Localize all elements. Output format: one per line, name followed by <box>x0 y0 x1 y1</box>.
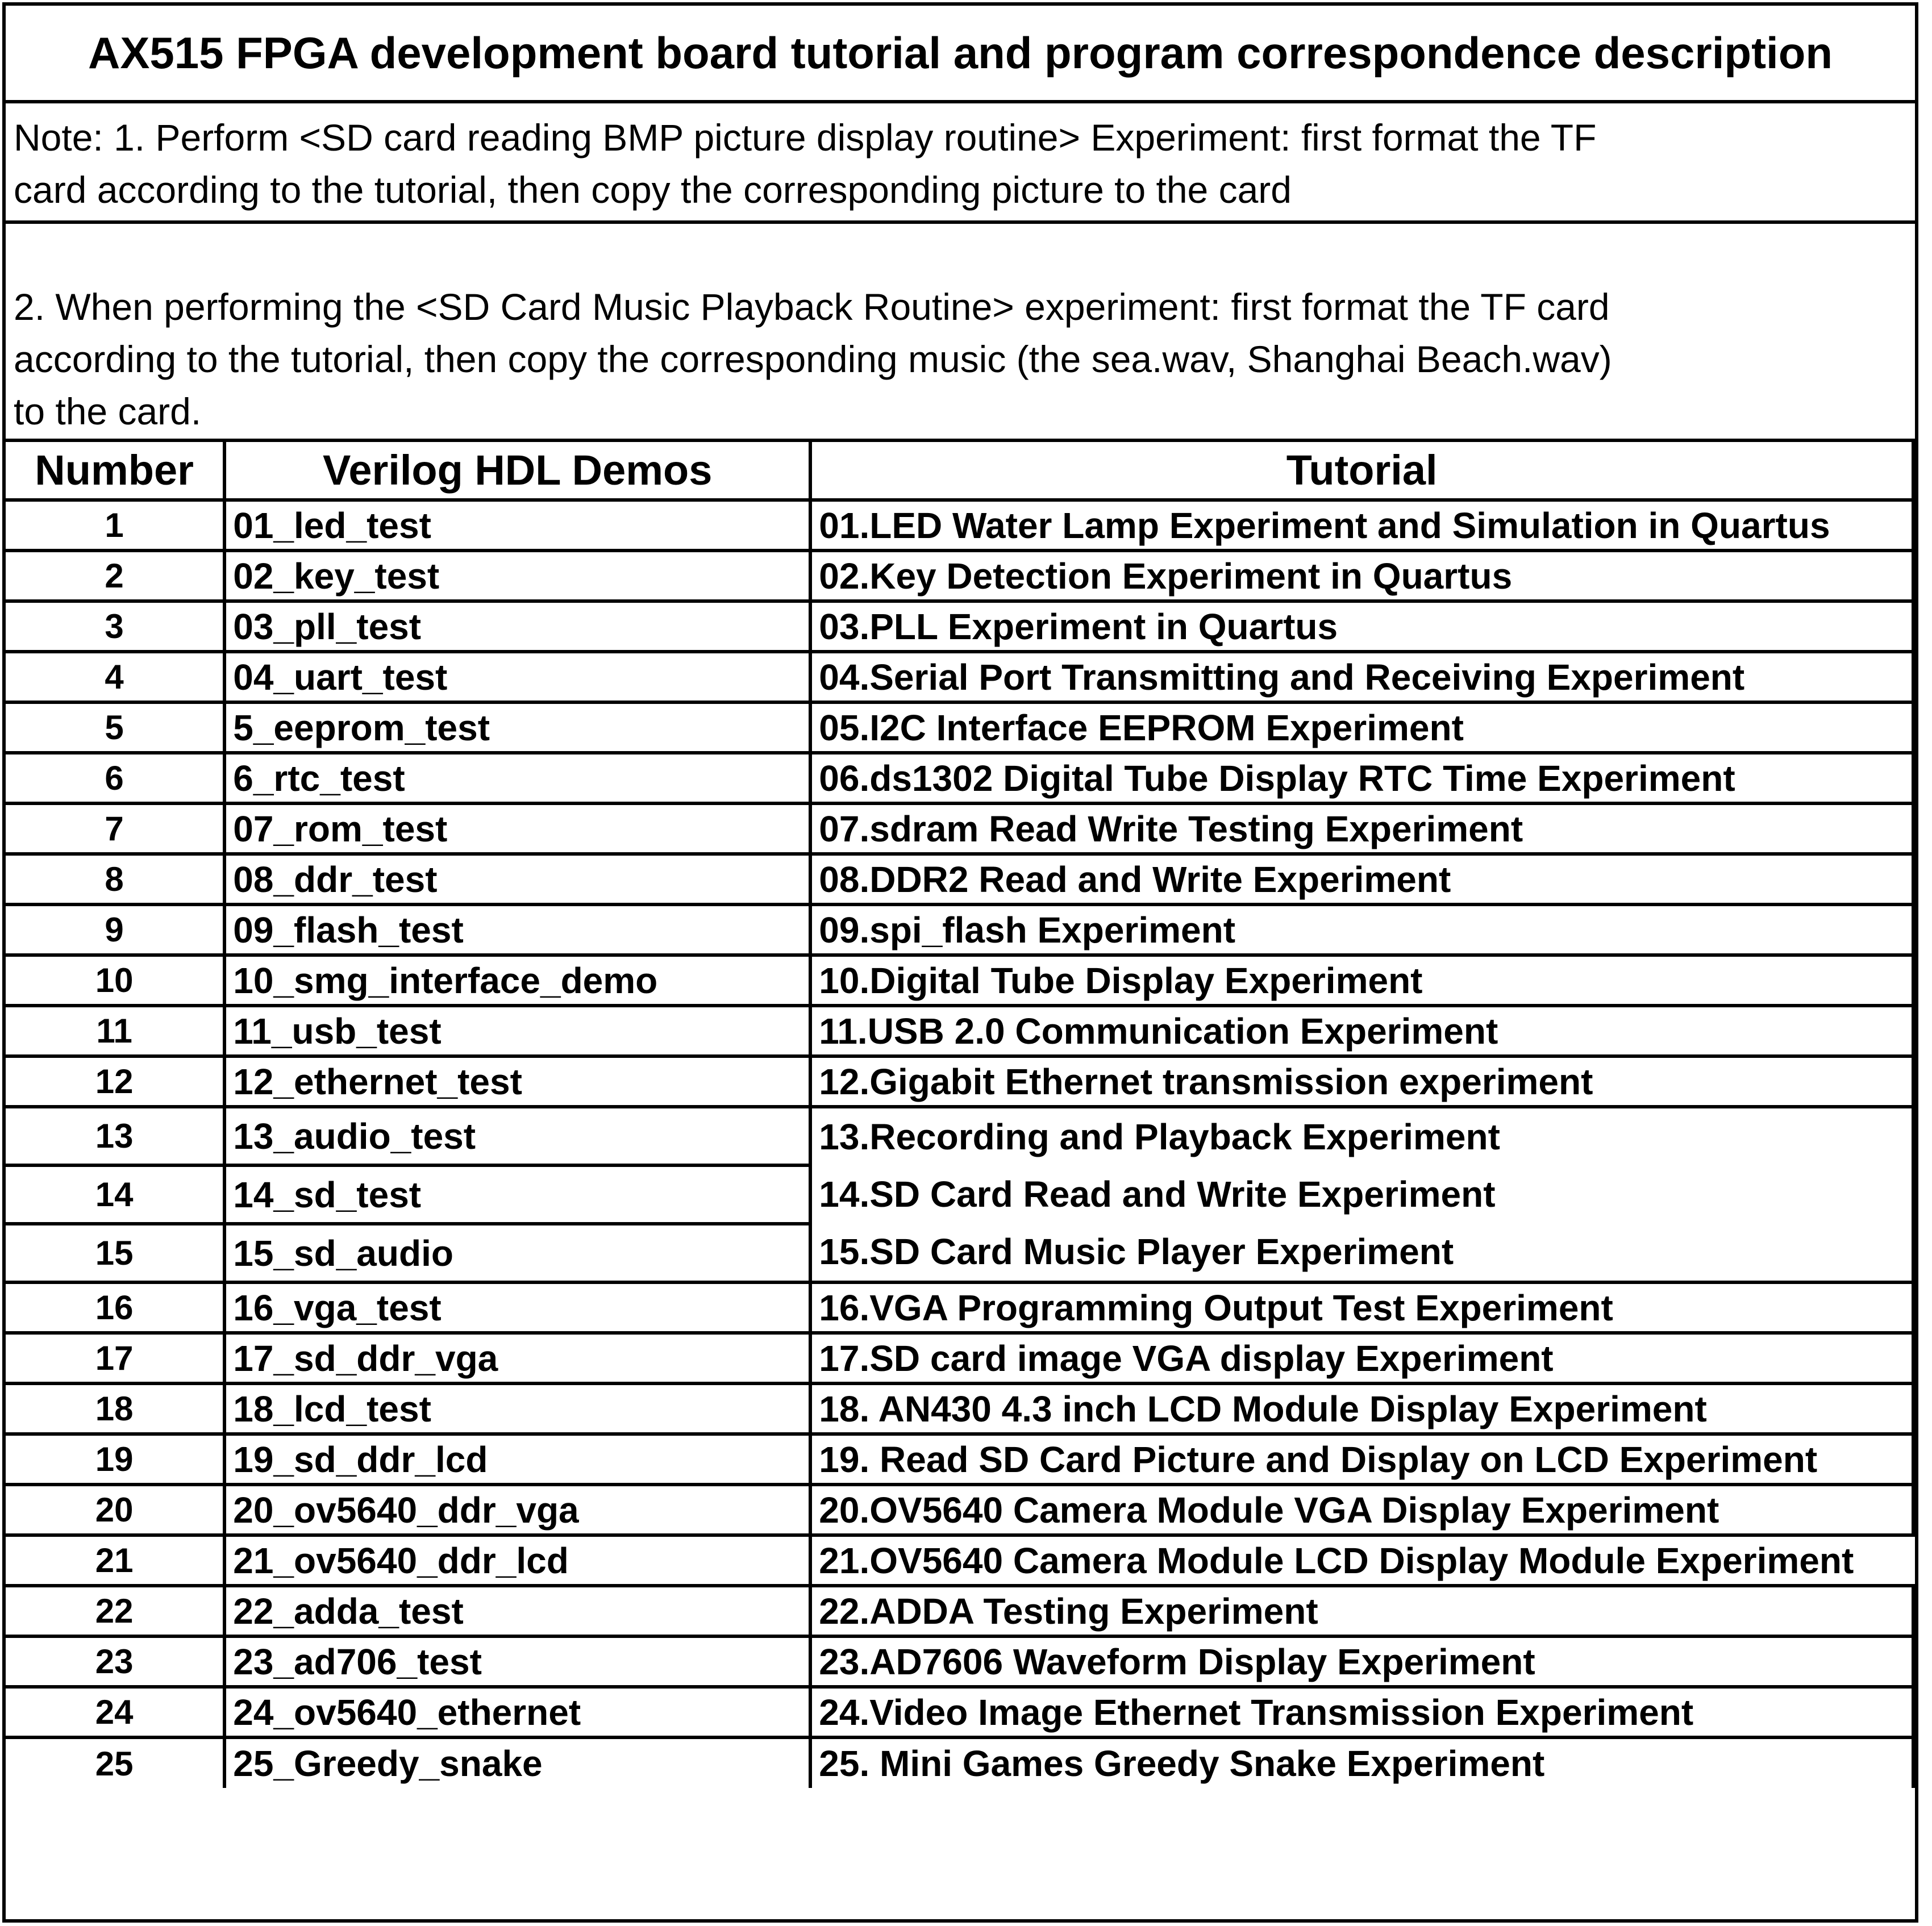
table-row <box>6 1006 1913 1056</box>
row-demo: 01_led_test <box>224 500 810 551</box>
row-number: 18 <box>6 1383 224 1434</box>
row-number: 21 <box>6 1535 224 1586</box>
row-tutorial: 09.spi_flash Experiment <box>810 904 1913 955</box>
row-number: 25 <box>6 1737 224 1788</box>
row-demo: 19_sd_ddr_lcd <box>224 1434 810 1485</box>
row-number: 5 <box>6 702 224 753</box>
row-demo: 20_ov5640_ddr_vga <box>224 1485 810 1535</box>
row-demo: 12_ethernet_test <box>224 1056 810 1107</box>
header-tutorial: Tutorial <box>810 442 1913 500</box>
note-1-line-2: card according to the tutorial, then copy the corresponding picture to the card <box>14 169 1292 211</box>
row-number: 4 <box>6 652 224 702</box>
row-tutorial: 15.SD Card Music Player Experiment <box>819 1231 1454 1272</box>
row-tutorial: 03.PLL Experiment in Quartus <box>810 601 1913 652</box>
row-tutorial: 25. Mini Games Greedy Snake Experiment <box>810 1737 1913 1788</box>
row-tutorial: 04.Serial Port Transmitting and Receiving Experiment <box>810 652 1913 702</box>
row-tutorial-merged <box>810 1107 1913 1282</box>
row-tutorial: 20.OV5640 Camera Module VGA Display Experiment <box>810 1485 1913 1535</box>
row-number: 11 <box>6 1006 224 1056</box>
row-tutorial: 06.ds1302 Digital Tube Display RTC Time Experiment <box>810 753 1913 803</box>
row-demo: 15_sd_audio <box>224 1224 810 1282</box>
row-demo: 23_ad706_test <box>224 1636 810 1687</box>
document-title: AX515 FPGA development board tutorial and program correspondence description <box>6 6 1915 103</box>
row-tutorial: 13.Recording and Playback Experiment <box>819 1116 1500 1157</box>
table-row <box>6 652 1913 702</box>
table-row <box>6 551 1913 601</box>
note-2-line-1: 2. When performing the <SD Card Music Playback Routine> experiment: first format the TF card <box>14 286 1610 328</box>
row-demo: 02_key_test <box>224 551 810 601</box>
row-number: 14 <box>6 1165 224 1224</box>
table-header-row <box>6 442 1913 500</box>
table-row <box>6 1282 1913 1333</box>
table-row <box>6 955 1913 1006</box>
row-number: 20 <box>6 1485 224 1535</box>
table-row <box>6 1434 1913 1485</box>
row-demo: 09_flash_test <box>224 904 810 955</box>
row-tutorial: 05.I2C Interface EEPROM Experiment <box>810 702 1913 753</box>
row-demo: 24_ov5640_ethernet <box>224 1687 810 1737</box>
table-row <box>6 854 1913 904</box>
table-row <box>6 1056 1913 1107</box>
row-number: 12 <box>6 1056 224 1107</box>
row-tutorial: 17.SD card image VGA display Experiment <box>810 1333 1913 1383</box>
note-2-line-3: to the card. <box>14 390 202 432</box>
row-demo: 14_sd_test <box>224 1165 810 1224</box>
row-number: 13 <box>6 1107 224 1165</box>
table-row <box>6 1485 1913 1535</box>
row-number: 15 <box>6 1224 224 1282</box>
row-demo: 04_uart_test <box>224 652 810 702</box>
table-row <box>6 601 1913 652</box>
row-demo: 13_audio_test <box>224 1107 810 1165</box>
tutorial-table <box>6 442 1915 1788</box>
row-tutorial: 12.Gigabit Ethernet transmission experiment <box>810 1056 1913 1107</box>
table-row <box>6 1737 1913 1788</box>
row-demo: 03_pll_test <box>224 601 810 652</box>
row-number: 6 <box>6 753 224 803</box>
note-1-line-1: Note: 1. Perform <SD card reading BMP picture display routine> Experiment: first format the TF <box>14 116 1597 159</box>
row-number: 1 <box>6 500 224 551</box>
note-2-line-2: according to the tutorial, then copy the corresponding music (the sea.wav, Shanghai Beach.wav) <box>14 338 1612 380</box>
header-demos: Verilog HDL Demos <box>224 442 810 500</box>
row-number: 7 <box>6 803 224 854</box>
table-row <box>6 1687 1913 1737</box>
row-number: 24 <box>6 1687 224 1737</box>
table-row <box>6 753 1913 803</box>
row-number: 17 <box>6 1333 224 1383</box>
table-row <box>6 1383 1913 1434</box>
row-number: 8 <box>6 854 224 904</box>
row-tutorial: 19. Read SD Card Picture and Display on LCD Experiment <box>810 1434 1913 1485</box>
row-demo: 5_eeprom_test <box>224 702 810 753</box>
table-row <box>6 1636 1913 1687</box>
table-row <box>6 1107 1913 1165</box>
row-demo: 16_vga_test <box>224 1282 810 1333</box>
row-tutorial: 23.AD7606 Waveform Display Experiment <box>810 1636 1913 1687</box>
table-row <box>6 702 1913 753</box>
table-row <box>6 1586 1913 1636</box>
row-tutorial: 01.LED Water Lamp Experiment and Simulation in Quartus <box>810 500 1913 551</box>
row-demo: 11_usb_test <box>224 1006 810 1056</box>
row-demo: 17_sd_ddr_vga <box>224 1333 810 1383</box>
row-number: 9 <box>6 904 224 955</box>
row-tutorial: 11.USB 2.0 Communication Experiment <box>810 1006 1913 1056</box>
row-demo: 22_adda_test <box>224 1586 810 1636</box>
row-demo: 07_rom_test <box>224 803 810 854</box>
row-tutorial: 21.OV5640 Camera Module LCD Display Module Experiment <box>810 1535 1913 1586</box>
note-1 <box>6 103 1915 224</box>
row-tutorial: 10.Digital Tube Display Experiment <box>810 955 1913 1006</box>
table-row <box>6 1333 1913 1383</box>
row-demo: 6_rtc_test <box>224 753 810 803</box>
table-row <box>6 500 1913 551</box>
row-tutorial: 02.Key Detection Experiment in Quartus <box>810 551 1913 601</box>
row-tutorial: 08.DDR2 Read and Write Experiment <box>810 854 1913 904</box>
table-body <box>6 500 1913 1788</box>
row-demo: 18_lcd_test <box>224 1383 810 1434</box>
row-number: 3 <box>6 601 224 652</box>
row-demo: 25_Greedy_snake <box>224 1737 810 1788</box>
row-number: 16 <box>6 1282 224 1333</box>
note-2 <box>6 224 1915 442</box>
header-number: Number <box>6 442 224 500</box>
row-tutorial: 24.Video Image Ethernet Transmission Experiment <box>810 1687 1913 1737</box>
row-demo: 10_smg_interface_demo <box>224 955 810 1006</box>
row-tutorial: 22.ADDA Testing Experiment <box>810 1586 1913 1636</box>
row-number: 23 <box>6 1636 224 1687</box>
row-number: 2 <box>6 551 224 601</box>
document-sheet <box>2 2 1918 1923</box>
row-number: 22 <box>6 1586 224 1636</box>
table-row <box>6 803 1913 854</box>
row-demo: 08_ddr_test <box>224 854 810 904</box>
table-row <box>6 904 1913 955</box>
row-tutorial: 18. AN430 4.3 inch LCD Module Display Experiment <box>810 1383 1913 1434</box>
row-demo: 21_ov5640_ddr_lcd <box>224 1535 810 1586</box>
row-tutorial: 07.sdram Read Write Testing Experiment <box>810 803 1913 854</box>
row-tutorial: 14.SD Card Read and Write Experiment <box>819 1174 1496 1215</box>
row-number: 19 <box>6 1434 224 1485</box>
table-row <box>6 1535 1913 1586</box>
row-tutorial: 16.VGA Programming Output Test Experiment <box>810 1282 1913 1333</box>
row-number: 10 <box>6 955 224 1006</box>
